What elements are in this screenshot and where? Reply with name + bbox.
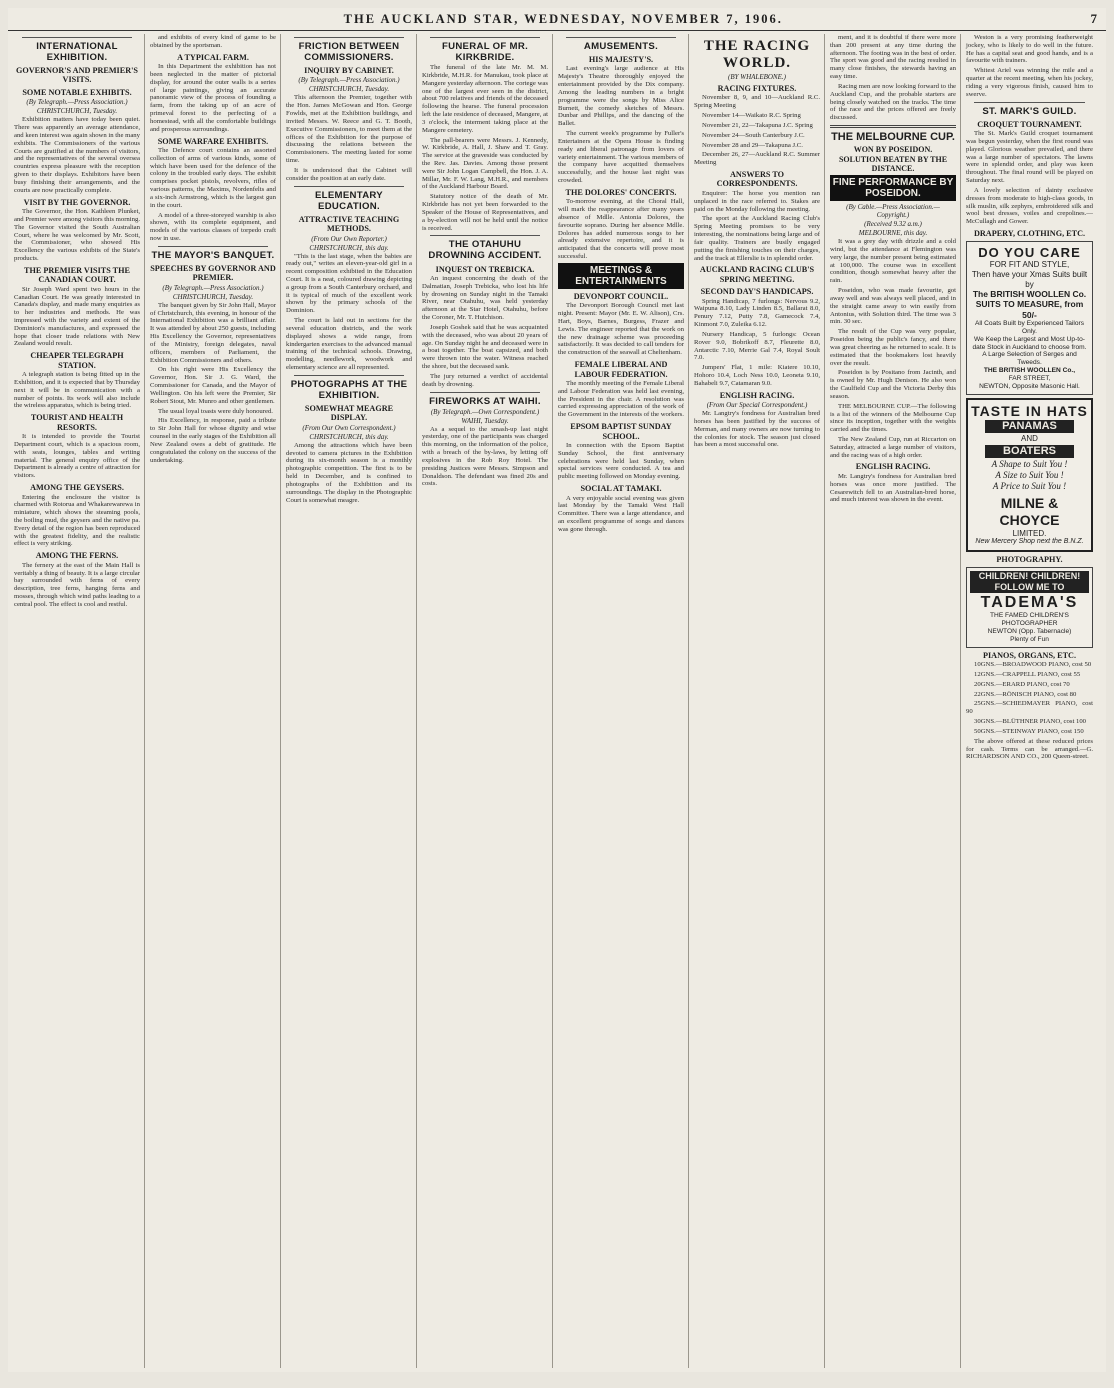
headline-rule	[566, 37, 676, 38]
article-subheading: EPSOM BAPTIST SUNDAY SCHOOL.	[570, 422, 672, 441]
page-number: 7	[1090, 11, 1098, 26]
cup-subheadline: WON BY POSEIDON.	[853, 145, 933, 155]
headline-rule	[974, 102, 1085, 103]
body-paragraph: ment, and it is doubtful if there were more than 200 present at any time during the afternoon. The footing was in the best of order. The sport was good and the racing resulted in many close finishes, the stewards having an easy time.	[830, 34, 956, 81]
article-headline: FUNERAL OF MR. KIRKBRIDE.	[441, 41, 529, 64]
piano-price-line: 12GNS.—CRAPPELL PIANO, cost 55	[974, 670, 1081, 678]
dateline: (From Our Special Correspondent.)	[706, 401, 808, 410]
fixture-line: November 21, 22—Takapuna J.C. Spring	[702, 121, 813, 129]
ad-line: Then have your Xmas Suits built	[971, 270, 1088, 280]
article-subheading: FEMALE LIBERAL AND LABOUR FEDERATION.	[574, 360, 668, 379]
ad-line: We Keep the Largest and Most Up-to-date Stock in Auckland to choose from.	[972, 335, 1087, 351]
article-subheading: SECOND DAY'S HANDICAPS.	[700, 287, 814, 297]
ad-line: MILNE & CHOYCE	[999, 495, 1060, 529]
body-paragraph: The sport at the Auckland Racing Club's Spring Meeting promises to be very interesting, the nominations being large and of fair quality. Trainers are busily engaged putting the finishing touches on their charges, and the track at Ellerslie is in splendid order.	[694, 215, 820, 262]
body-paragraph: Entering the enclosure the visitor is charmed with Rotorua and Whakarewarewa in miniature, which shows the steaming pools, the boiling mud, the geysers and the native pa. Every detail of the region has been reproduced with the greatest fidelity, and the realistic effect is very striking.	[14, 493, 140, 548]
dateline: (From Our Own Reporter.)	[311, 234, 387, 243]
article-headline: FIREWORKS AT WAIHI.	[429, 395, 541, 407]
article-subheading: PIANOS, ORGANS, ETC.	[982, 650, 1077, 660]
ad-line: SUITS TO MEASURE, from 50/-	[975, 299, 1084, 320]
milne-choyce-hats-ad	[966, 398, 1093, 552]
body-paragraph: The jury returned a verdict of accidental death by drowning.	[422, 372, 548, 388]
ad-line: CHILDREN! CHILDREN!	[970, 571, 1089, 582]
body-paragraph: Nursery Handicap, 5 furlongs: Ocean Rover 9.0, Bobrikoff 8.7, Fleurette 8.0, Antarctic 7.10, Merrie Gal 7.4, Royal Soult 7.0.	[694, 330, 820, 362]
masthead	[8, 8, 1106, 31]
fixture-line: November 8, 9, and 10—Auckland R.C. Spring Meeting	[694, 94, 820, 110]
ad-line: A Size to Suit You !	[995, 469, 1064, 480]
body-paragraph: It is intended to provide the Tourist Department court, which is a spacious room, with seats, lounges, tables and writing material. The general enquiry office of the Department is already a centre of attraction for visitors.	[14, 433, 140, 480]
ad-line: FOLLOW ME TO	[970, 582, 1089, 593]
ad-line: THE FAMED CHILDREN'S PHOTOGRAPHER	[990, 612, 1069, 627]
body-paragraph: This afternoon the Premier, together with the Hon. James McGowan and Hon. George Fowlds, met at the Exhibition buildings, and invited Messrs. W. Reece and G. T. Booth, Executive Commissioners, to meet them at the offices of the Exhibition for the purpose of discussing the relations between the Commissioners. The meeting lasted for some time.	[286, 94, 412, 165]
ad-line: A Large Selection of Serges and Tweeds.	[982, 351, 1077, 367]
article-headline: THE OTAHUHU DROWNING ACCIDENT.	[428, 239, 542, 262]
ad-line: Plenty of Fun	[1010, 635, 1049, 643]
ad-line: NEWTON, Opposite Masonic Hall.	[979, 383, 1080, 391]
body-paragraph: It is understood that the Cabinet will consider the position at an early date.	[286, 166, 412, 182]
ad-line: AND	[1021, 434, 1038, 444]
body-paragraph: Jumpers' Flat, 1 mile: Kiatere 10.10, Hohoro 10.4, Loch Ness 10.0, Leoneta 9.10, Bahabeli 9.7, Catamaran 9.0.	[694, 364, 820, 387]
body-paragraph: To-morrow evening, at the Choral Hall, will mark the reappearance after many years absence of Mdlle. Antonia Dolores, the favourite soprano. During her absence Mdlle. Dolores has added numerous songs to her already extensive repertoire, and it is anticipated that the concerts will prove most successful.	[558, 198, 684, 261]
cup-subheadline: SOLUTION BEATEN BY THE DISTANCE.	[838, 155, 948, 174]
article-headline: INTERNATIONAL EXHIBITION.	[36, 41, 118, 64]
body-paragraph: The monthly meeting of the Female Liberal and Labour Federation was held last evening, the President in the chair. A resolution was carried expressing appreciation of the work of the Government in the interests of the workers.	[558, 379, 684, 419]
headline-rule	[294, 37, 404, 38]
dateline: (By Telegraph.—Press Association.)	[162, 283, 264, 292]
dateline: (BY WHALEBONE.)	[728, 73, 786, 81]
body-paragraph: As a sequel to the smash-up last night yesterday, one of the participants was charged this morning, on the information of the police, with a breach of the by-laws, by letting off explosives in the Rob Roy Hotel. The presiding Justices were Messrs. Simpson and Donaldson. The defendant was fined 20s and costs.	[422, 425, 548, 488]
headline-rule	[430, 37, 540, 38]
article-subheading: RACING FIXTURES.	[717, 84, 797, 93]
dateline: CHRISTCHURCH, Tuesday.	[308, 85, 390, 94]
body-paragraph: Whitest Ariel was winning the mile and a quarter at the recent meeting, when his jockey, riding a very vigorous finish, caused him to swerve.	[966, 67, 1093, 98]
body-paragraph: The above offered at these reduced prices for cash. Terms can be arranged.—G. RICHARDSON AND CO., 200 Queen-street.	[966, 737, 1093, 761]
body-paragraph: Spring Handicap, 7 furlongs: Nervous 9.2, Waipuna 8.10, Lady Linden 8.5, Ballarat 8.0, Penury 7.12, Putty 7.8, Gamecock 7.4, Kinmont 7.0, Zuleika 6.12.	[694, 297, 820, 329]
ad-line: TADEMA'S	[980, 593, 1079, 611]
dateline: WAIHI, Tuesday.	[461, 416, 509, 425]
body-paragraph: The St. Mark's Guild croquet tournament was begun yesterday, when the first round was played. Glorious weather prevailed, and there was a large number of spectators. The lawns were in splendid order, and play was keen throughout. The final round will be played on Saturday next.	[966, 130, 1093, 185]
fixture-line: November 28 and 29—Takapuna J.C.	[702, 141, 803, 149]
body-paragraph: Mr. Langtry's fondness for Australian bred horses has been justified by the success of Merman, and many owners are now turning to the colonies for stock. The season just closed has been a most successful one.	[694, 410, 820, 449]
body-paragraph: Poseidon is by Positano from Jacinth, and is owned by Mr. Hugh Denison. He also won the Caulfield Cup and the Victoria Derby this season.	[830, 369, 956, 400]
section-banner: MEETINGS & ENTERTAINMENTS	[558, 263, 684, 289]
article-subheading: VISIT BY THE GOVERNOR.	[23, 197, 131, 207]
body-paragraph: Statutory notice of the death of Mr. Kirkbride has not yet been forwarded to the Speaker of the House of Representatives, and a by-election will not be held until the notice is received.	[422, 193, 548, 232]
article-headline: AMUSEMENTS.	[583, 41, 659, 52]
dateline: MELBOURNE, this day.	[858, 229, 928, 238]
dateline: (By Telegraph.—Press Association.)	[26, 98, 128, 107]
body-paragraph: The fernery at the east of the Main Hall is veritably a thing of beauty. It is a large circular bay surrounded with ferns of every description, tree ferns, hanging ferns and mosses, through which wind paths leading to a central pool. The effect is cool and restful.	[14, 561, 140, 608]
dateline: CHRISTCHURCH, Tuesday.	[36, 107, 118, 116]
body-paragraph: The New Zealand Cup, run at Riccarton on Saturday, attracted a large number of visitors, and the racing was of a high order.	[830, 435, 956, 459]
dateline: CHRISTCHURCH, Tuesday.	[172, 292, 254, 301]
dateline: CHRISTCHURCH, this day.	[309, 243, 389, 252]
body-paragraph: Joseph Goshek said that he was acquainted with the deceased, who was about 20 years of age. On Sunday night he and deceased were in a boat together. The boat capsized, and both were thrown into the water. Witness reached the shore, but the deceased sank.	[422, 323, 548, 371]
dateline: CHRISTCHURCH, this day.	[309, 432, 389, 441]
ad-line: FOR FIT AND STYLE,	[989, 260, 1070, 270]
fixture-line: November 14—Waikato R.C. Spring	[702, 112, 801, 120]
dateline: (From Our Own Correspondent.)	[302, 423, 396, 432]
body-paragraph: A model of a three-storeyed warship is also shown, with its complete equipment, and models of the various classes of torpedo craft now in use.	[150, 211, 276, 243]
article-subheading: CHEAPER TELEGRAPH STATION.	[30, 351, 124, 370]
newspaper-page	[8, 8, 1106, 1372]
piano-price-line: 25GNS.—SCHIEDMAYER PIANO, cost 90	[966, 700, 1093, 716]
piano-price-line: 50GNS.—STEINWAY PIANO, cost 150	[974, 727, 1084, 735]
body-paragraph: The court is laid out in sections for the several education districts, and the work displayed shows a wide range, from kindergarten exercises to the advanced manual training of the technical schools. Drawing, modelling, needlework, woodwork and elementary science are all represented.	[286, 317, 412, 372]
body-paragraph: Last evening's large audience at His Majesty's Theatre thoroughly enjoyed the entertainment provided by the Dix company. Among the leading numbers in a bright programme were the songs by Miss Alice Burnett, the comedy sketches of Messrs. Dunbar and Phillips, and the dancing of the Ballet.	[558, 65, 684, 128]
body-paragraph: The funeral of the late Mr. M. M. Kirkbride, M.H.R. for Manukau, took place at Mangere yesterday afternoon. The cortege was one of the largest ever seen in the district, about 700 relatives and friends of the deceased following the hearse. The funeral procession left the late residence of deceased, Mangere, at 3 o'clock, the interment taking place at the Mangere cemetery.	[422, 64, 548, 134]
headline-rule	[430, 235, 540, 236]
column-3	[284, 34, 417, 1368]
racing-world-title: THE RACING WORLD.	[703, 38, 811, 71]
column-8	[964, 34, 1097, 1368]
body-paragraph: A telegraph station is being fitted up in the Exhibition, and it is expected that by Thursday next it will be in communication with a number of points. Its work will also include the wireless apparatus, which is being tried.	[14, 371, 140, 410]
article-subheading: TOURIST AND HEALTH RESORTS.	[30, 413, 124, 432]
body-paragraph: The usual loyal toasts were duly honoured.	[158, 407, 273, 415]
section-banner: FINE PERFORMANCE BY POSEIDON.	[830, 175, 956, 201]
body-paragraph: THE MELBOURNE CUP.—The following is a list of the winners of the Melbourne Cup since its inception, together with the weights carried and the times.	[830, 402, 956, 434]
headline-rule	[22, 37, 132, 38]
article-subheading: HIS MAJESTY'S.	[588, 55, 654, 65]
masthead-title: THE AUCKLAND STAR, WEDNESDAY, NOVEMBER 7, 1906.	[343, 11, 783, 26]
article-columns	[12, 34, 1102, 1368]
article-subheading: DEVONPORT COUNCIL.	[573, 291, 669, 301]
article-subheading: SOCIAL AT TAMAKI.	[580, 484, 662, 494]
headline-rule	[294, 375, 404, 376]
body-paragraph: Among the attractions which have been devoted to camera pictures in the Exhibition during its six-month season is a monthly photographic competition. The first is to be held in December, and is confined to photographs of the Exhibition and its surroundings. The display in the Photographic Court is somewhat meagre.	[286, 441, 412, 504]
article-subheading: PHOTOGRAPHY.	[996, 554, 1063, 564]
body-paragraph: The pall-bearers were Messrs. J. Kennedy, W. Kirkbride, A. Hall, J. Shaw and T. Gray. The service at the graveside was conducted by the Rev. Jas. Davies. Among those present were Sir John Logan Campbell, the Hon. J. A. Millar, Mr. F. W. Lang, M.H.R., and members of the Auckland Harbour Board.	[422, 136, 548, 191]
article-headline: ST. MARK'S GUILD.	[982, 105, 1077, 117]
body-paragraph: An inquest concerning the death of the Dalmatian, Joseph Trebicka, who lost his life by drowning on Sunday night in the Tamaki River, near Otahuhu, was held yesterday afternoon at the Star Hotel, Otahuhu, before the Coroner, Mr. T. Hutchison.	[422, 274, 548, 322]
column-2	[148, 34, 281, 1368]
fixture-line: November 24—South Canterbury J.C.	[702, 131, 805, 139]
piano-price-line: 10GNS.—BROADWOOD PIANO, cost 50	[974, 661, 1092, 669]
body-paragraph: In connection with the Epsom Baptist Sunday School, the first anniversary celebrations were held last Sunday, when special services were conducted. A tea and public meeting followed on Monday evening.	[558, 441, 684, 481]
body-paragraph: The banquet given by Sir John Hall, Mayor of Christchurch, this evening, in honour of the International Exhibition was a brilliant affair. It was attended by about 250 guests, including His Excellency the Governor, representatives of the Ministry, foreign delegates, naval officers, members of Parliament, the Exhibition Commissioners and others.	[150, 301, 276, 364]
article-subheading: AUCKLAND RACING CLUB'S SPRING MEETING.	[699, 265, 815, 284]
body-paragraph: It was a grey day with drizzle and a cold wind, but the attendance at Flemington was very large, the number present being estimated at 100,000. The course was in excellent condition, though somewhat heavy after the rain.	[830, 238, 956, 285]
article-subheading: GOVERNOR'S AND PREMIER'S VISITS.	[16, 66, 138, 85]
body-paragraph: and exhibits of every kind of game to be obtained by the sportsman.	[150, 34, 276, 49]
body-paragraph: On his right were His Excellency the Governor, Hon. Sir J. G. Ward, the Commissioner for Canada, and the Mayor of Wellington. On his left were the Premier, Sir Robert Stout, Mr. Munro and other gentlemen.	[150, 366, 276, 405]
melbourne-cup-headline: THE MELBOURNE CUP.	[831, 131, 955, 144]
piano-price-line: 22GNS.—RÖNISCH PIANO, cost 80	[974, 690, 1077, 698]
body-paragraph: Enquirer: The horse you mention ran unplaced in the race referred to. Stakes are paid on the Monday following the meeting.	[694, 189, 820, 213]
body-paragraph: In this Department the exhibition has not been neglected in the matter of pictorial display, for around the outer walls is a series of large paintings, giving an accurate panoramic view of the process of founding a farm, from the taking up of an acre of primeval forest to the perfecting of a homestead, with all the comfortable buildings and prosperous surroundings.	[150, 63, 276, 133]
column-6	[692, 34, 825, 1368]
dateline: (By Cable.—Press Association.—Copyright.)	[846, 203, 940, 220]
headline-rule	[430, 392, 540, 393]
body-paragraph: The current week's programme by Fuller's Entertainers at the Opera House is finding ready and liberal patronage from lovers of variety entertainment. The various members of the company have acquitted themselves successfully, and the house last night was crowded.	[558, 130, 684, 185]
article-subheading: INQUIRY BY CABINET.	[304, 66, 394, 76]
double-rule	[830, 125, 956, 128]
article-subheading: AMONG THE GEYSERS.	[30, 483, 124, 493]
article-subheading: SPEECHES BY GOVERNOR AND PREMIER.	[150, 263, 276, 283]
article-subheading: ENGLISH RACING.	[855, 462, 931, 472]
article-subheading: ATTRACTIVE TEACHING METHODS.	[298, 214, 400, 234]
ad-line: NEWTON (Opp. Tabernacle)	[987, 627, 1072, 635]
article-subheading: ANSWERS TO CORRESPONDENTS.	[716, 170, 798, 189]
column-1	[12, 34, 145, 1368]
body-paragraph: Racing men are now looking forward to the Auckland Cup, and the probable starters are being closely watched on the tracks. The time of the race and the prices offered are freely discussed.	[830, 82, 956, 122]
british-woollen-ad	[966, 241, 1093, 395]
article-subheading: SOME NOTABLE EXHIBITS.	[22, 87, 132, 97]
fixtures-list	[694, 94, 820, 167]
article-subheading: INQUEST ON TREBICKA.	[435, 264, 535, 274]
article-subheading: CROQUET TOURNAMENT.	[977, 119, 1082, 129]
body-paragraph: The Devonport Borough Council met last night. Present: Mayor (Mr. E. W. Alison), Crs. Hart, Boys, Barnes, Burgess, Frazer and Lewis. The engineer reported that the work on the new drainage scheme was proceeding satisfactorily. It was decided to call tenders for the construction of the seawall at Cheltenham.	[558, 302, 684, 357]
ad-line: BOATERS	[985, 445, 1074, 458]
piano-price-line: 20GNS.—ERARD PIANO, cost 70	[974, 680, 1070, 688]
article-headline: FRICTION BETWEEN COMMISSIONERS.	[298, 41, 400, 64]
body-paragraph: Sir Joseph Ward spent two hours in the Canadian Court. He was greatly interested in Canada's display, and made many enquiries as to her industries and methods. He was impressed with the variety and extent of the Dominion's manufactures, and expressed the hope that closer trade relations with New Zealand would result.	[14, 285, 140, 348]
body-paragraph: The Defence court contains an assorted collection of arms of various kinds, some of which have been used for the defence of the colony in the troubled early days. The exhibit comprises pocket pistols, revolvers, rifles of various patterns, the Maxims, Nordenfelts and a six-inch Armstrong, which is the largest gun in the court.	[150, 146, 276, 209]
body-paragraph: Weston is a very promising featherweight jockey, who is likely to do well in the future. He has a capital seat and good hands, and is a favourite with trainers.	[966, 34, 1093, 65]
ad-line: A Shape to Suit You !	[991, 458, 1068, 469]
body-paragraph: A very enjoyable social evening was given last Monday by the Tamaki West Hall Committee. There was a large attendance, and an excellent programme of songs and dances was gone through.	[558, 494, 684, 533]
article-subheading: THE PREMIER VISITS THE CANADIAN COURT.	[24, 265, 130, 285]
ad-line: TASTE IN HATS	[971, 402, 1088, 419]
ad-line: LIMITED.	[1012, 528, 1047, 538]
ad-line: The BRITISH WOOLLEN Co.	[972, 289, 1087, 300]
article-headline: THE MAYOR'S BANQUET.	[151, 249, 275, 261]
ad-line: New Mercery Shop next the B.N.Z.	[975, 538, 1084, 546]
body-paragraph: His Excellency, in response, paid a tribute to Sir John Hall for whose dignity and wise counsel in the early stages of the Exhibition all New Zealand owes a debt of gratitude. He congratulated the colony on the success of the undertaking.	[150, 417, 276, 464]
ad-line: PANAMAS	[985, 420, 1074, 433]
headline-rule	[294, 186, 404, 187]
article-subheading: ENGLISH RACING.	[719, 390, 795, 400]
column-4	[420, 34, 553, 1368]
body-paragraph: The Governor, the Hon. Kathleen Plunket, and Premier were among visitors this morning. The Governor visited the South Australian Court, where he was welcomed by Mr. Scott, the Commissioner, who showed His Excellency the various exhibits of the State's products.	[14, 208, 140, 262]
body-paragraph: Mr. Langtry's fondness for Australian bred horses was once more justified. The Cesarewitch fell to an Australian-bred horse, and much interest was shown in the event.	[830, 472, 956, 504]
piano-price-list	[966, 661, 1093, 736]
fixture-line: December 26, 27—Auckland R.C. Summer Meeting	[694, 151, 820, 167]
tadema-photography-ad	[966, 567, 1093, 647]
ad-line: THE BRITISH WOOLLEN Co.,	[983, 367, 1076, 375]
body-paragraph: "This is the last stage, when the babies are ready out," writes an eleven-year-old girl in a recent composition exhibited in the Education Court. It is a neat, coloured drawing depicting a group from a South Canterbury orchard, and it is typical of much of the excellent work shown by the primary schools of the Dominion.	[286, 252, 412, 315]
body-paragraph: Poseidon, who was made favourite, got away well and was always well placed, and in the straight came away to win easily from Antonius, with Solution third. The time was 3 min. 30 sec.	[830, 287, 956, 326]
body-paragraph: Exhibition matters have today been quiet. There was apparently an average attendance, and keen interest was again shown in the many exhibits. The Commissioners of the various Courts are gratified at the numbers of visitors, and the representatives of the several oversea countries express pleasure with the reception given to their displays. Exhibitors have been busy finishing their arrangements, and the courts are now practically complete.	[14, 116, 140, 194]
article-subheading: SOME WARFARE EXHIBITS.	[157, 136, 269, 146]
dateline: (Received 9.32 a.m.)	[864, 220, 922, 229]
ad-line: DO YOU CARE	[978, 245, 1081, 261]
dateline: (By Telegraph.—Press Association.)	[298, 76, 400, 85]
article-subheading: AMONG THE FERNS.	[35, 551, 119, 561]
body-paragraph: A lovely selection of dainty exclusive dresses from moderate to high-class goods, in silk muslin, silk zephyrs, embroidered silk and wool best dresses, voiles and crepolines.—McCullagh and Gower.	[966, 186, 1093, 226]
article-subheading: A TYPICAL FARM.	[177, 52, 249, 62]
column-7	[828, 34, 961, 1368]
article-subheading: SOMEWHAT MEAGRE DISPLAY.	[304, 403, 394, 423]
dateline: (By Telegraph.—Own Correspondent.)	[430, 407, 540, 416]
ad-line: A Price to Suit You !	[992, 480, 1067, 491]
ad-line: by	[1025, 279, 1034, 289]
headline-rule	[158, 246, 268, 247]
column-5	[556, 34, 689, 1368]
article-headline: PHOTOGRAPHS AT THE EXHIBITION.	[290, 378, 408, 401]
article-subheading: DRAPERY, CLOTHING, ETC.	[973, 229, 1086, 239]
article-headline: ELEMENTARY EDUCATION.	[314, 189, 384, 212]
body-paragraph: The result of the Cup was very popular, Poseidon being the public's fancy, and there was great cheering as he returned to scale. It is estimated that the bookmakers lost heavily over the result.	[830, 328, 956, 367]
piano-price-line: 30GNS.—BLÜTHNER PIANO, cost 100	[974, 718, 1087, 726]
ad-line: All Coats Built by Experienced Tailors Only.	[974, 319, 1085, 335]
ad-line: FAR STREET,	[1008, 375, 1051, 383]
article-subheading: THE DOLORES' CONCERTS.	[565, 187, 677, 197]
